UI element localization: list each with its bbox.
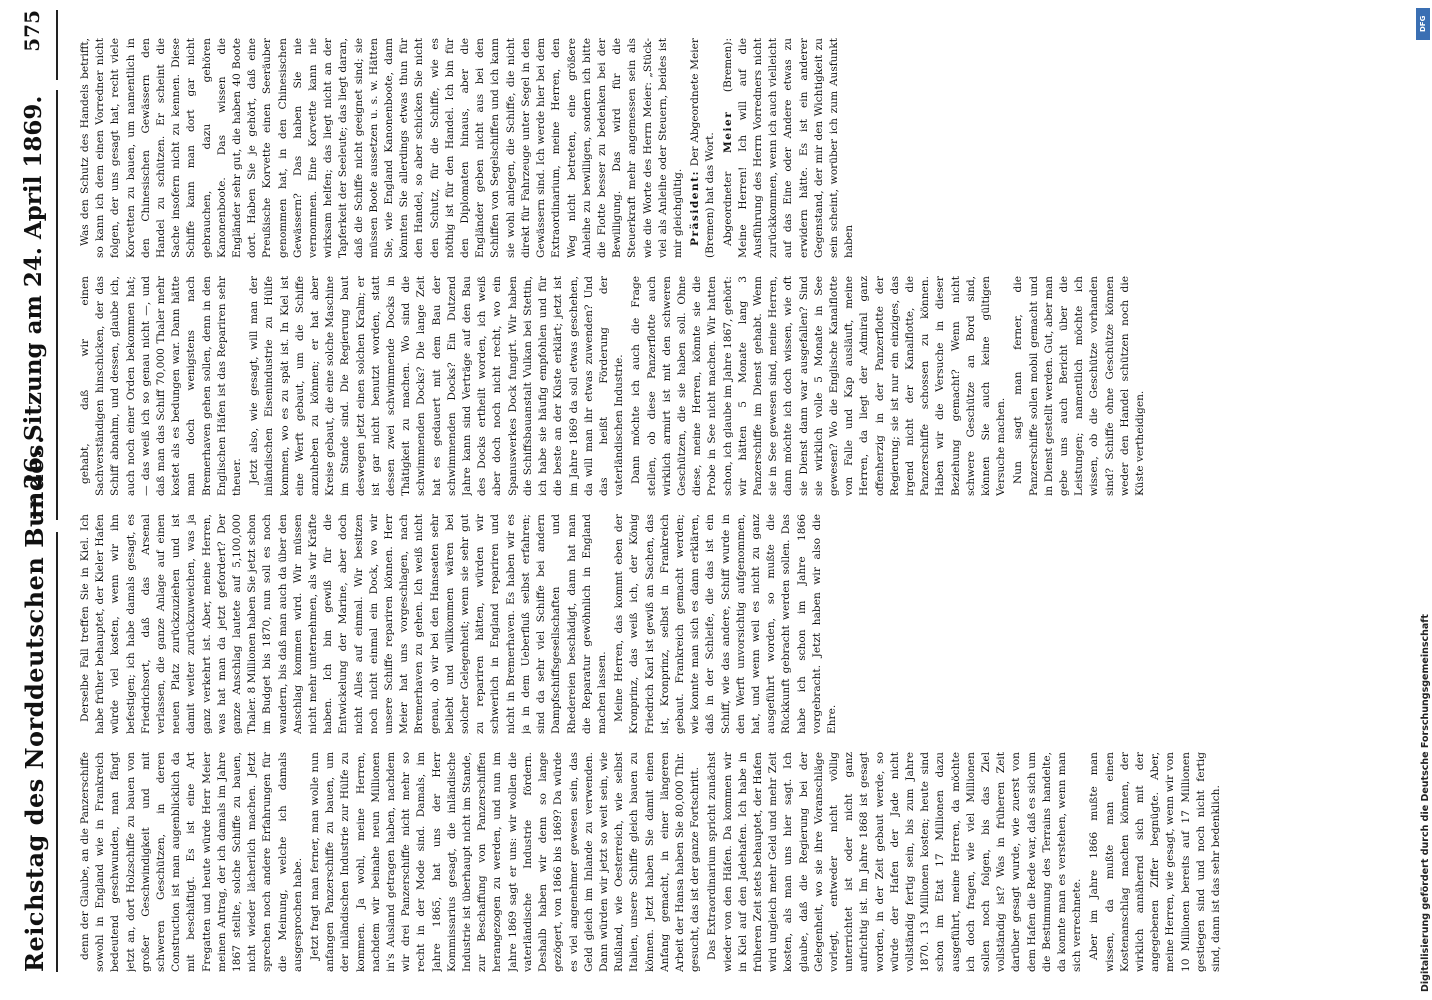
president-label: Präsident: — [689, 169, 702, 246]
speaker-paragraph — [721, 38, 858, 258]
paragraph: Aber im Jahre 1866 mußte man wissen, da mußte man einen Kostenanschlag machen können, der wirklich annähernd sich mit der angegebenen Ziffer begnügte. Aber, meine Herren, wie gesagt, wenn wir von 10 Millionen bereits auf 17 Millionen gestiegen sind und noch nicht fertig sind, dann ist das sehr bedenklich. — [1088, 752, 1223, 972]
paragraph: Was den Schutz des Handels betrifft, so kann ich dem einen Vorredner nicht folgen, der uns gesagt hat, recht viele Korvetten zu bauen, um namentlich in den Chinesischen Gewässern den Handel zu schützen. Er scheint die Sache insofern nicht zu kennen. Diese Schiffe kann man dort gar nicht gebrauchen, dazu gehören Kanonenboote. Das wissen die Engländer sehr gut, die haben 40 Boote dort. Haben Sie je gehört, daß eine Preußische Korvette einen Seeräuber genommen hat, in den Chinesischen Gewässern? Das haben Sie nie vernommen. Eine Korvette kann nie wirksam helfen; das liegt nicht an der Tapferkeit der Seeleute; das liegt daran, daß die Schiffe nicht geeignet sind; sie müssen Boote aussetzen u. s. w. Hätten Sie, wie England Kanonenboote, dann könnten Sie allerdings etwas thun für den Handel, so aber schicken Sie nicht den Schutz, für die Schiffe, wie es nöthig ist für den Handel. Ich bin für den Diplomaten hinaus, aber die Engländer geben nicht aus bei den Schiffen von Segelschiffen und ich kann sie wohl anlegen, die Schiffe, die nicht direkt für Fahrzeuge unter Segel in den Gewässern sind. Ich werde hier bei dem Extraordinarium, meine Herren, den Weg nicht betreten, eine größere Anleihe zu bewilligen, sondern ich bitte die Flotte besser zu bedenken bei der Bewilligung. Das wird für die Steuerkraft mehr angemessen sein als wie die Worte des Herrn Meier: „Stück- viel als Anleihe oder Steuern, beides ist mir gleichgültig. — [79, 38, 684, 258]
session-title: — 26. Sitzung am 24. April 1869. — [20, 90, 58, 520]
text-column-2 — [78, 514, 1388, 734]
page-number: 575 — [20, 10, 58, 80]
paragraph: Derselbe Fall treffen Sie in Kiel. Ich habe früher behauptet, der Kieler Hafen würde viel kosten, wenn wir ihn befestigen; ich habe damals gesagt, es Friedrichsort, daß das Arsenal verlassen, die ganze Anlage auf einen neuen Platz zurückzuziehen und ist damit weiter zurückzuweichen, was ja ganz verkehrt ist. Aber, meine Herren, was hat man da jetzt gefordert? Der ganze Anschlag lautete auf 5,100,000 Thaler. 8 Millionen haben Sie jetzt schon im Budget bis 1870, nun soll es noch wandern, bis daß man auch da über den Anschlag kommen wird. Wir müssen nicht mehr unternehmen, als wir Kräfte haben. Ich bin gewiß für die Entwickelung der Marine, aber doch nicht Alles auf einmal. Wir besitzen noch nicht einmal ein Dock, wo wir unsere Schiffe repariren können. Herr Meier hat uns vorgeschlagen, nach Bremerhaven zu gehen. Ich weiß nicht genau, ob wir bei den Hanseaten sehr beliebt und willkommen wären bei solcher Gelegenheit; wenn sie sehr gut zu repariren hätten, würden wir schwerlich in England repariren und nicht in Bremerhaven. Es haben wir es ja in dem Ueberfluß selbst erfahren; sind da sehr viel Schiffe bei andern Dampfschiffsgesellschaften und Rhedereien beschädigt, dann hat man die Reparatur gewöhnlich in England machen lassen. — [79, 514, 608, 734]
paragraph: Das Extraordinarium spricht zunächst wieder von den Häfen. Da kommen wir in Kiel auf den Jadehafen. Ich habe in früheren Zeit stets behauptet, der Hafen wird ungleich mehr Geld und mehr Zeit kosten, als man uns hier sagt. Ich glaube, daß die Regierung bei der Gelegenheit, wo sie ihre Voranschläge vorlegt, entweder nicht völlig unterrichtet ist oder nicht ganz aufrichtig ist. Im Jahre 1868 ist gesagt worden, in der Zeit gebaut werde, so würde der Hafen der Jade nicht vollständig fertig sein, bis zum Jahre 1870. 13 Millionen kosten; heute sind schon im Etat 17 Millionen dazu ausgeführt, meine Herren, da möchte ich doch fragen, wie viel Millionen sollen noch folgen, bis das Ziel vollständig ist? Was in früheren Zeit darüber gesagt wurde, wie zuerst von dem Hafen die Rede war, daß es sich um die Bestimmung des Terrains handelte, da konnte man es verstehen, wenn man sich verrechnete. — [706, 752, 1084, 972]
digitization-credit: Digitalisierung gefördert durch die Deutsche Forschungsgemeinschaft — [1420, 614, 1431, 992]
speaker-name: Meier — [721, 110, 734, 153]
speaker-text: (Bremen): Meine Herren! Ich will auf die Ausführung des Herrn Vorredners nicht zurückkommen, wenn ich auch vielleicht auf das Eine oder Andere etwas zu erwidern hätte. Es ist ein anderer Gegenstand, der mir den Wichtigkeit zu sein scheint, worüber ich zum Ausfunkt haben — [721, 38, 856, 258]
dfg-logo: DFG — [1416, 8, 1430, 40]
paragraph: Meine Herren, das kommt eben der Kronprinz, das weiß ich, der König Friedrich Karl ist gewiß an Sachen, das ist, Kronprinz, selbst in Frankreich gebaut. Frankreich gemacht werden; wie konnte man sich es dann erklären, daß in der Schleife, die das ist ein Schiff, wie das andere, Schiff wurde in den Werft unvorsichtig aufgenommen, hat, und wenn weil es nicht zu ganz ausgeführt worden, so mußte die Rückkunft gebracht werden sollen. Das habe ich schon im Jahre 1866 vorgebracht. Jetzt haben wir also die Ehre. — [613, 514, 838, 734]
paragraph: Nun sagt man ferner, die Panzerschiffe sollen mobil gemacht und in Dienst gestellt werden. Gut, aber man gebe uns auch Bericht über die Leistungen; namentlich möchte ich wissen, ob die Geschütze vorhanden sind? Schiffe ohne Geschütze können weder den Handel schützen noch die Küste vertheidigen. — [1012, 276, 1147, 496]
paragraph: Jetzt also, wie gesagt, will man der inländischen Eisenindustrie zu Hülfe kommen, wo es zu spät ist. In Kiel ist eine Werft gebaut, um die Schiffe anzuheben zu können; er hat aber Kreise gebaut, die eine solche Maschine im Stande sind. Die Regierung baut deswegen jetzt einen solchen Kralm; er ist gar nicht benutzt worden, statt dessen zwei schwimmende Docks in Thätigkeit zu machen. Wo sind die schwimmenden Docks? Die lange Zeit hat es gedauert mit dem Bau der schwimmenden Docks? Ein Dutzend Jahre kann sind Verträge auf den Bau des Docks ertheilt worden, ich weiß aber doch noch nicht recht, wo ein Spanuswerkes Dock fungirt. Wir haben die Schiffsbauanstalt Vulkan bei Stettin, ich habe sie häufig empfohlen und für die beste an der Küste erklärt; jetzt ist im Jahre 1869 da soll etwas geschehen, da will man ihr etwas zuwenden? Und das heißt Förderung der vaterländischen Industrie. — [248, 276, 626, 496]
president-text: Der Abgeordnete Meier (Bremen) hat das Wort. — [689, 38, 717, 258]
text-column-1 — [78, 752, 1388, 972]
text-column-4 — [78, 38, 1388, 258]
speaker-intro: Abgeordneter — [721, 171, 734, 246]
paragraph: Dann möchte ich auch die Frage stellen, ob diese Panzerflotte auch wirklich armirt ist mit den schweren Geschützen, die sie haben soll. Ohne diese, meine Herren, könnte sie die Probe in See nicht machen. Wir hatten schon, ich glaube im Jahre 1867, gehört: wir hätten 5 Monate lang 3 Panzerschiffe im Dienst gehabt. Wenn sie in See gewesen sind, meine Herren, dann möchte ich doch wissen, wie oft sie Dienst dann war ausgefallen? Sind sie wirklich volle 5 Monate in See gewesen? Wo die Englische Kanalflotte von Falle und Kap ausläuft, meine Herren, da liegt der Admiral ganz offenherzig in der Panzerflotte der Regierung; sie ist nur ein einziges, das irgend nicht der Kanalflotte, die Panzerschiffe schossen zu können. Haben wir die Versuche in dieser Beziehung gemacht? Wenn nicht schwere Geschütze an Bord sind, können Sie auch keine gültigen Versuche machen. — [630, 276, 1008, 496]
paragraph: gehabt, daß wir einen Sachverständigen hinschicken, der das Schiff abnahm, und dessen, glaube ich, auch noch einer Orden bekommen hat; — das weiß ich so genau nicht —, und daß man das Schiff 70,000 Thaler mehr kostet als es bedungen war. Dann hätte man doch wenigstens nach Bremerhaven gehen sollen, denn in den Englischen Häfen ist das Repariren sehr theuer. — [79, 276, 244, 496]
running-head — [0, 0, 70, 1000]
running-title: Reichstag des Norddeutschen Bundes. — [20, 532, 58, 972]
paragraph: Jetzt fragt man ferner, man wolle nun anfangen Panzerschiffe zu bauen, um der inländischen Industrie zur Hülfe zu kommen. Ja wohl, meine Herren, nachdem wir beinahe neun Millionen in's Ausland getragen haben, nachdem wir drei Panzerschiffe nicht mehr so recht in der Mode sind. Damals, im Jahre 1865, hat uns der Herr Kommissarius gesagt, die inländische Industrie ist überhaupt nicht im Stande, zur Beschaffung von Panzerschiffen herangezogen zu werden, und nun im Jahre 1869 sagt er uns: wir wollen die vaterländische Industrie fördern. Deshalb haben wir denn so lange gezögert, von 1866 bis 1869? Da würde es viel angenehmer gewesen sein, das Geld gleich im Inlande zu verwenden. Dann würden wir jetzt so weit sein, wie Rußland, wie Oesterreich, wie selbst Italien, unsere Schiffe gleich bauen zu können. Jetzt haben Sie damit einen Anfang gemacht, in einer längeren Arbeit der Hansa haben Sie 80,000 Thlr. gesucht, das ist der ganze Fortschritt. — [309, 752, 702, 972]
paragraph: denn der Glaube, an die Panzerschiffe sowohl in England wie in Frankreich bedeutend geschwunden, man fängt jetzt an, dort Holzschiffe zu bauen von großer Geschwindigkeit und mit schweren Geschützen, in deren Construction ist man augenblicklich da mit beschäftigt. Es ist eine Art Fregatten und heute würde Herr Meier meinen Antrag, der ich damals im Jahre 1867 stellte, solche Schiffe zu bauen, nicht wieder lächerlich machen. Jetzt sprechen noch andere Erfahrungen für die Meinung, welche ich damals ausgesprochen habe. — [79, 752, 304, 972]
president-paragraph — [688, 38, 718, 258]
text-column-3 — [78, 276, 1388, 496]
